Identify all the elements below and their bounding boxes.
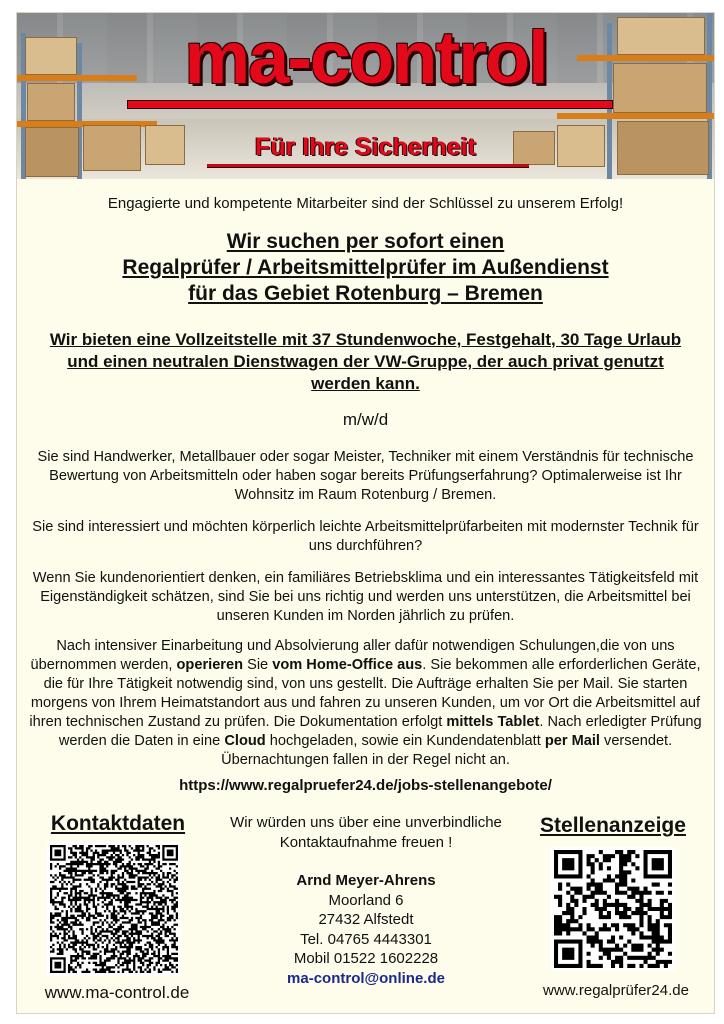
paragraph-workflow (29, 637, 702, 770)
job-portal-website-link[interactable]: www.regalprüfer24.de (543, 982, 689, 999)
paragraph-interest: Sie sind interessiert und möchten körperlich leichte Arbeitsmittelprüfarbeiten mit modernster Technik für uns durchführen? (32, 519, 699, 554)
header-banner (17, 13, 714, 179)
headline-line-2: Regalprüfer / Arbeitsmittelprüfer im Außendienst (122, 256, 609, 279)
text-run: . Sie bekommen alle erforderlichen Geräte, die für Ihre Tätigkeit notwendig sind, von uns gestellt. Die Aufträge erhalten Sie per Mail. Sie starten morgens von Ihrem Heimatstandort aus und fahren zu unseren Kunden, um vor Ort die Arbeitsmittel auf ihren technischen Zustand zu prüfen. Die Dokumentation erfolgt (29, 657, 701, 730)
rack-beam (557, 113, 714, 119)
contact-city: 27432 Alfstedt (318, 911, 414, 928)
qr-code-icon (50, 845, 178, 973)
jobs-url-link[interactable]: https://www.regalpruefer24.de/jobs-stellenangebote/ (179, 777, 552, 794)
contact-email-link[interactable]: ma-control@online.de (287, 969, 445, 987)
text-run: hochgeladen, sowie ein Kundendatenblatt (265, 733, 545, 749)
offer-text: Wir bieten eine Vollzeitstelle mit 37 Stundenwoche, Festgehalt, 30 Tage Urlaub und einen neutralen Dienstwagen der VW-Gruppe, der auch privat genutzt werden kann. (49, 330, 682, 393)
contact-block (187, 813, 545, 988)
bold-run: mittels Tablet (446, 714, 540, 730)
headline-line-1: Wir suchen per sofort einen (226, 230, 505, 253)
slogan-underline (207, 164, 529, 168)
brand-logo-text: ma-control (184, 16, 547, 99)
contact-message-line-1: Wir würden uns über eine unverbindliche (230, 814, 502, 831)
text-run: . Nach erledigter Prüfung werden die Daten in eine (58, 714, 702, 749)
job-ad-qr-code[interactable] (551, 847, 675, 971)
contact-message-line-2: Kontaktaufnahme freuen ! (279, 833, 453, 851)
paragraph-culture: Wenn Sie kundenorientiert denken, ein familiäres Betriebsklima und ein interessantes Tätigkeitsfeld mit Eigenständigkeit schätzen, sind Sie bei uns richtig und werden uns unterstützen, die Arbeitsmittel bei unseren Kunden im Norden jährlich zu prüfen. (32, 570, 699, 624)
contact-title: Kontaktdaten (50, 812, 186, 835)
qr-code-icon (554, 850, 672, 968)
bold-run: operieren (176, 657, 244, 673)
job-ad-title: Stellenanzeige (540, 814, 686, 837)
headline-line-3: für das Gebiet Rotenburg – Bremen (188, 282, 543, 305)
job-advert-page (16, 12, 715, 1014)
gender-note: m/w/d (342, 410, 389, 429)
text-run: Sie (243, 657, 273, 673)
intro-text: Engagierte und kompetente Mitarbeiter sind der Schlüssel zu unserem Erfolg! (107, 195, 624, 212)
slogan: Für Ihre Sicherheit (255, 133, 476, 161)
job-headline (17, 229, 714, 307)
contact-qr-code[interactable] (47, 842, 181, 976)
bold-run: vom Home-Office aus (272, 657, 423, 673)
contact-name: Arnd Meyer-Ahrens (296, 872, 436, 889)
bold-run: Cloud (224, 733, 266, 749)
contact-mobile[interactable]: Mobil 01522 1602228 (293, 950, 439, 967)
contact-street: Moorland 6 (328, 891, 404, 909)
bold-run: per Mail (544, 733, 600, 749)
paragraph-qualification: Sie sind Handwerker, Metallbauer oder sogar Meister, Techniker mit einem Verständnis für technische Bewertung von Arbeitsmitteln oder haben sogar bereits Prüfungserfahrung? Optimalerweise ist Ihr Wohnsitz im Raum Rotenburg / Bremen. (37, 449, 694, 503)
text-run: versendet. Übernachtungen fallen in der Regel nicht an. (221, 733, 673, 768)
contact-phone[interactable]: Tel. 04765 4443301 (300, 930, 432, 948)
text-run: Nach intensiver Einarbeitung und Absolvierung aller dafür notwendigen Schulungen,die von uns übernommen werden, (30, 638, 675, 673)
brand-underline (127, 100, 613, 109)
company-website-link[interactable]: www.ma-control.de (44, 983, 190, 1002)
